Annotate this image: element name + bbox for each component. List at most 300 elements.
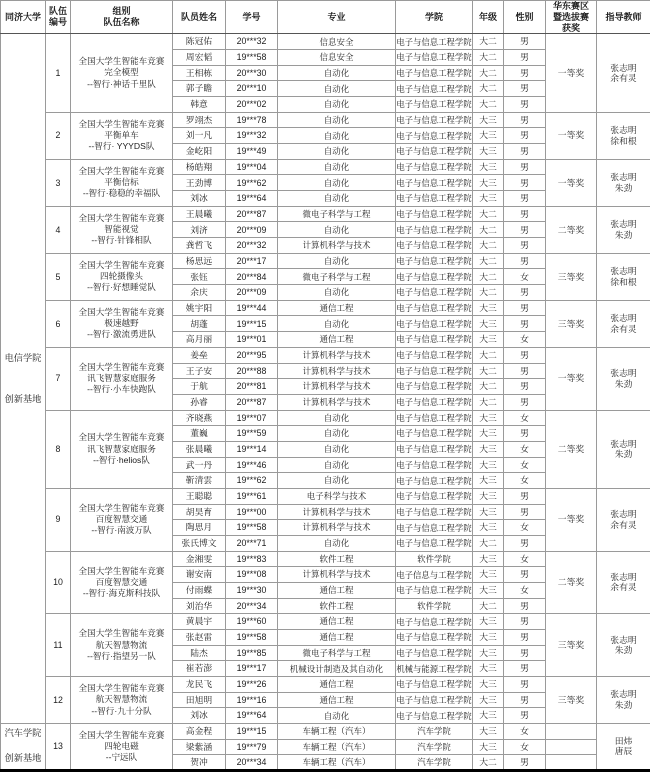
award-cell: 二等奖 — [546, 410, 597, 488]
student-id-cell: 19***64 — [226, 708, 278, 724]
grade-cell: 大二 — [473, 285, 504, 301]
gender-cell: 男 — [504, 65, 546, 81]
student-id-cell: 20***71 — [226, 535, 278, 551]
gender-cell: 男 — [504, 191, 546, 207]
award-cell — [546, 755, 597, 771]
student-id-cell: 19***58 — [226, 520, 278, 536]
member-name-cell: 刘冰 — [173, 191, 226, 207]
team-name-cell: 全国大学生智能车竞赛 完全模型 --智行·神话千里队 — [71, 34, 173, 112]
college-cell: 电子与信息工程学院 — [396, 65, 473, 81]
member-row — [1, 614, 650, 630]
gender-cell: 男 — [504, 614, 546, 630]
gender-cell: 男 — [504, 50, 546, 66]
team-name-cell: 全国大学生智能车竞赛 讯飞智慧家庭服务 --智行·helios队 — [71, 410, 173, 488]
member-name-cell: 金屹阳 — [173, 144, 226, 160]
student-id-cell: 20***32 — [226, 34, 278, 50]
award-cell: 三等奖 — [546, 300, 597, 347]
grade-cell: 大三 — [473, 457, 504, 473]
college-cell: 电子与信息工程学院 — [396, 97, 473, 113]
major-cell: 通信工程 — [278, 629, 396, 645]
gender-cell: 女 — [504, 332, 546, 348]
major-cell: 自动化 — [278, 175, 396, 191]
header-cell-award: 华东赛区 暨选拔赛 获奖 — [546, 1, 597, 34]
member-row — [1, 206, 650, 222]
advisor-cell: 张志明 朱劲 — [597, 676, 650, 723]
student-id-cell: 19***00 — [226, 504, 278, 520]
college-cell: 电子与信息工程学院 — [396, 441, 473, 457]
header-cell-advisor: 指导教师 — [597, 1, 650, 34]
grade-cell: 大三 — [473, 708, 504, 724]
team-no-cell: 8 — [46, 410, 71, 488]
grade-cell: 大二 — [473, 238, 504, 254]
college-cell: 电子与信息工程学院 — [396, 34, 473, 50]
header-cell-member: 队员姓名 — [173, 1, 226, 34]
student-id-cell: 20***95 — [226, 347, 278, 363]
major-cell: 自动化 — [278, 253, 396, 269]
grade-cell: 大三 — [473, 175, 504, 191]
team-no-cell: 11 — [46, 614, 71, 677]
student-id-cell: 20***09 — [226, 285, 278, 301]
gender-cell: 男 — [504, 97, 546, 113]
member-name-cell: 梁紫涵 — [173, 739, 226, 755]
major-cell: 软件工程 — [278, 551, 396, 567]
major-cell: 电子科学与技术 — [278, 488, 396, 504]
student-id-cell: 19***58 — [226, 50, 278, 66]
major-cell: 计算机科学与技术 — [278, 520, 396, 536]
award-cell: 二等奖 — [546, 551, 597, 614]
grade-cell: 大二 — [473, 81, 504, 97]
college-cell: 汽车学院 — [396, 723, 473, 739]
student-id-cell: 20***87 — [226, 206, 278, 222]
gender-cell: 男 — [504, 159, 546, 175]
gender-cell: 男 — [504, 379, 546, 395]
member-name-cell: 王劲博 — [173, 175, 226, 191]
student-id-cell: 19***04 — [226, 159, 278, 175]
member-name-cell: 郭子瞻 — [173, 81, 226, 97]
major-cell: 通信工程 — [278, 614, 396, 630]
award-cell — [546, 739, 597, 755]
major-cell: 自动化 — [278, 159, 396, 175]
member-name-cell: 胡蓬 — [173, 316, 226, 332]
gender-cell: 男 — [504, 347, 546, 363]
team-no-cell: 12 — [46, 676, 71, 723]
college-cell: 电子与信息工程学院 — [396, 410, 473, 426]
student-id-cell: 19***44 — [226, 300, 278, 316]
team-name-cell: 全国大学生智能车竞赛 航天智慧物流 --智行·九十分队 — [71, 676, 173, 723]
major-cell: 自动化 — [278, 441, 396, 457]
gender-cell: 男 — [504, 34, 546, 50]
student-id-cell: 19***46 — [226, 457, 278, 473]
member-name-cell: 靳清雲 — [173, 473, 226, 489]
college-cell: 电子与信息工程学院 — [396, 175, 473, 191]
member-name-cell: 余庆 — [173, 285, 226, 301]
member-row — [1, 488, 650, 504]
team-name-cell: 全国大学生智能车竞赛 百度智慧交通 --智行·南波万队 — [71, 488, 173, 551]
student-id-cell: 20***87 — [226, 394, 278, 410]
grade-cell: 大二 — [473, 253, 504, 269]
gender-cell: 男 — [504, 144, 546, 160]
gender-cell: 女 — [504, 269, 546, 285]
member-row — [1, 676, 650, 692]
advisor-cell: 张志明 朱劲 — [597, 159, 650, 206]
gender-cell: 男 — [504, 316, 546, 332]
team-name-cell: 全国大学生智能车竞赛 四轮摄像头 --智行·好想睡觉队 — [71, 253, 173, 300]
member-name-cell: 刘一凡 — [173, 128, 226, 144]
table-header — [1, 1, 650, 34]
award-cell: 一等奖 — [546, 488, 597, 551]
award-cell: 一等奖 — [546, 347, 597, 410]
gender-cell: 男 — [504, 708, 546, 724]
grade-cell: 大三 — [473, 629, 504, 645]
member-name-cell: 张钰 — [173, 269, 226, 285]
college-cell: 电子与信息工程学院 — [396, 535, 473, 551]
member-row — [1, 723, 650, 739]
college-cell: 电子与信息工程学院 — [396, 426, 473, 442]
gender-cell: 男 — [504, 488, 546, 504]
team-no-cell: 6 — [46, 300, 71, 347]
major-cell: 自动化 — [278, 222, 396, 238]
member-name-cell: 武一丹 — [173, 457, 226, 473]
member-name-cell: 刘治华 — [173, 598, 226, 614]
header-cell-grade: 年级 — [473, 1, 504, 34]
member-name-cell: 杨思远 — [173, 253, 226, 269]
grade-cell: 大三 — [473, 473, 504, 489]
grade-cell: 大三 — [473, 676, 504, 692]
member-name-cell: 高金程 — [173, 723, 226, 739]
grade-cell: 大二 — [473, 65, 504, 81]
grade-cell: 大三 — [473, 112, 504, 128]
grade-cell: 大三 — [473, 426, 504, 442]
member-name-cell: 胡昊育 — [173, 504, 226, 520]
major-cell: 自动化 — [278, 144, 396, 160]
member-name-cell: 孙睿 — [173, 394, 226, 410]
team-name-cell: 全国大学生智能车竞赛 讯飞智慧家庭服务 --智行·小车快跑队 — [71, 347, 173, 410]
member-name-cell: 周宏韬 — [173, 50, 226, 66]
major-cell: 微电子科学与工程 — [278, 269, 396, 285]
member-row — [1, 300, 650, 316]
major-cell: 信息安全 — [278, 34, 396, 50]
member-name-cell: 刘冰 — [173, 708, 226, 724]
major-cell: 计算机科学与技术 — [278, 347, 396, 363]
student-id-cell: 20***10 — [226, 81, 278, 97]
major-cell: 车辆工程（汽车） — [278, 755, 396, 771]
grade-cell: 大三 — [473, 144, 504, 160]
header-cell-team_no: 队伍 编号 — [46, 1, 71, 34]
major-cell: 自动化 — [278, 426, 396, 442]
grade-cell: 大三 — [473, 614, 504, 630]
member-name-cell: 姜垒 — [173, 347, 226, 363]
gender-cell: 男 — [504, 175, 546, 191]
team-no-cell: 5 — [46, 253, 71, 300]
group-cell: 电信学院 创新基地 — [1, 34, 46, 724]
major-cell: 软件工程 — [278, 598, 396, 614]
student-id-cell: 20***84 — [226, 269, 278, 285]
college-cell: 电子与信息工程学院 — [396, 159, 473, 175]
member-name-cell: 贺冲 — [173, 755, 226, 771]
grade-cell: 大二 — [473, 97, 504, 113]
member-row — [1, 347, 650, 363]
gender-cell: 女 — [504, 723, 546, 739]
team-no-cell: 9 — [46, 488, 71, 551]
college-cell: 电子与信息工程学院 — [396, 285, 473, 301]
member-row — [1, 410, 650, 426]
gender-cell: 男 — [504, 567, 546, 583]
gender-cell: 男 — [504, 206, 546, 222]
gender-cell: 男 — [504, 285, 546, 301]
team-name-cell: 全国大学生智能车竞赛 四轮电磁 --宁远队 — [71, 723, 173, 770]
major-cell: 自动化 — [278, 65, 396, 81]
college-cell: 汽车学院 — [396, 755, 473, 771]
college-cell: 电子与信息工程学院 — [396, 473, 473, 489]
grade-cell: 大二 — [473, 394, 504, 410]
gender-cell: 男 — [504, 645, 546, 661]
student-id-cell: 19***79 — [226, 739, 278, 755]
grade-cell: 大三 — [473, 723, 504, 739]
student-id-cell: 20***32 — [226, 238, 278, 254]
grade-cell: 大二 — [473, 222, 504, 238]
grade-cell: 大三 — [473, 159, 504, 175]
student-id-cell: 19***07 — [226, 410, 278, 426]
team-name-cell: 全国大学生智能车竞赛 智能视觉 --智行·针锋相队 — [71, 206, 173, 253]
grade-cell: 大三 — [473, 645, 504, 661]
header-cell-gender: 性别 — [504, 1, 546, 34]
gender-cell: 女 — [504, 457, 546, 473]
team-no-cell: 4 — [46, 206, 71, 253]
college-cell: 电子与信息工程学院 — [396, 222, 473, 238]
college-cell: 软件学院 — [396, 551, 473, 567]
major-cell: 通信工程 — [278, 582, 396, 598]
member-name-cell: 陆杰 — [173, 645, 226, 661]
college-cell: 机械与能源工程学院 — [396, 661, 473, 677]
gender-cell: 男 — [504, 253, 546, 269]
college-cell: 电子与信息工程学院 — [396, 708, 473, 724]
member-name-cell: 王相栋 — [173, 65, 226, 81]
member-name-cell: 韩意 — [173, 97, 226, 113]
major-cell: 通信工程 — [278, 692, 396, 708]
college-cell: 电子与信息工程学院 — [396, 520, 473, 536]
college-cell: 电子与信息工程学院 — [396, 645, 473, 661]
header-cell-org: 同济大学 — [1, 1, 46, 34]
major-cell: 计算机科学与技术 — [278, 363, 396, 379]
student-id-cell: 19***01 — [226, 332, 278, 348]
college-cell: 电子与信息工程学院 — [396, 269, 473, 285]
member-name-cell: 黄晨宇 — [173, 614, 226, 630]
student-id-cell: 19***64 — [226, 191, 278, 207]
grade-cell: 大三 — [473, 488, 504, 504]
major-cell: 通信工程 — [278, 332, 396, 348]
member-name-cell: 陈冠佑 — [173, 34, 226, 50]
student-id-cell: 19***83 — [226, 551, 278, 567]
college-cell: 电子与信息工程学院 — [396, 582, 473, 598]
gender-cell: 男 — [504, 128, 546, 144]
student-id-cell: 19***78 — [226, 112, 278, 128]
gender-cell: 女 — [504, 441, 546, 457]
major-cell: 通信工程 — [278, 676, 396, 692]
major-cell: 自动化 — [278, 112, 396, 128]
major-cell: 自动化 — [278, 410, 396, 426]
college-cell: 电子与信息工程学院 — [396, 614, 473, 630]
member-name-cell: 王聪聪 — [173, 488, 226, 504]
student-id-cell: 20***09 — [226, 222, 278, 238]
team-name-cell: 全国大学生智能车竞赛 极速越野 --智行·激流勇进队 — [71, 300, 173, 347]
student-id-cell: 19***15 — [226, 723, 278, 739]
member-name-cell: 张氏博文 — [173, 535, 226, 551]
major-cell: 微电子科学与工程 — [278, 645, 396, 661]
advisor-cell: 田炜 唐辰 — [597, 723, 650, 770]
college-cell: 电子信息与工程学院 — [396, 567, 473, 583]
major-cell: 机械设计制造及其自动化 — [278, 661, 396, 677]
student-id-cell: 20***88 — [226, 363, 278, 379]
student-id-cell: 20***30 — [226, 65, 278, 81]
gender-cell: 男 — [504, 504, 546, 520]
gender-cell: 男 — [504, 661, 546, 677]
gender-cell: 男 — [504, 300, 546, 316]
team-name-cell: 全国大学生智能车竞赛 平衡单车 --智行· YYYDS队 — [71, 112, 173, 159]
header-cell-college: 学院 — [396, 1, 473, 34]
grade-cell: 大三 — [473, 410, 504, 426]
award-cell: 三等奖 — [546, 676, 597, 723]
major-cell: 计算机科学与技术 — [278, 394, 396, 410]
student-id-cell: 19***62 — [226, 175, 278, 191]
major-cell: 车辆工程（汽车） — [278, 739, 396, 755]
member-name-cell: 田旭明 — [173, 692, 226, 708]
gender-cell: 男 — [504, 112, 546, 128]
college-cell: 软件学院 — [396, 598, 473, 614]
student-id-cell: 19***61 — [226, 488, 278, 504]
major-cell: 自动化 — [278, 81, 396, 97]
gender-cell: 男 — [504, 238, 546, 254]
student-id-cell: 19***26 — [226, 676, 278, 692]
member-name-cell: 杨皓翔 — [173, 159, 226, 175]
advisor-cell: 张志明 余有灵 — [597, 488, 650, 551]
major-cell: 通信工程 — [278, 300, 396, 316]
advisor-cell: 张志明 余有灵 — [597, 300, 650, 347]
college-cell: 电子与信息工程学院 — [396, 394, 473, 410]
major-cell: 自动化 — [278, 316, 396, 332]
gender-cell: 男 — [504, 81, 546, 97]
student-id-cell: 19***62 — [226, 473, 278, 489]
college-cell: 电子与信息工程学院 — [396, 238, 473, 254]
major-cell: 微电子科学与工程 — [278, 206, 396, 222]
grade-cell: 大二 — [473, 206, 504, 222]
gender-cell: 女 — [504, 520, 546, 536]
gender-cell: 男 — [504, 426, 546, 442]
member-name-cell: 龚哲飞 — [173, 238, 226, 254]
gender-cell: 女 — [504, 473, 546, 489]
major-cell: 自动化 — [278, 457, 396, 473]
grade-cell: 大三 — [473, 332, 504, 348]
gender-cell: 女 — [504, 410, 546, 426]
advisor-cell: 张志明 徐和根 — [597, 253, 650, 300]
advisor-cell: 张志明 余有灵 — [597, 34, 650, 112]
student-id-cell: 19***15 — [226, 316, 278, 332]
college-cell: 电子与信息工程学院 — [396, 253, 473, 269]
member-name-cell: 王子安 — [173, 363, 226, 379]
grade-cell: 大二 — [473, 50, 504, 66]
student-id-cell: 20***17 — [226, 253, 278, 269]
grade-cell: 大二 — [473, 598, 504, 614]
advisor-cell: 张志明 朱劲 — [597, 347, 650, 410]
college-cell: 电子与信息工程学院 — [396, 347, 473, 363]
member-name-cell: 于航 — [173, 379, 226, 395]
header-cell-team_name: 组别 队伍名称 — [71, 1, 173, 34]
college-cell: 电子与信息工程学院 — [396, 457, 473, 473]
college-cell: 电子与信息工程学院 — [396, 363, 473, 379]
member-name-cell: 张赵雷 — [173, 629, 226, 645]
major-cell: 自动化 — [278, 535, 396, 551]
team-no-cell: 7 — [46, 347, 71, 410]
member-row — [1, 159, 650, 175]
advisor-cell: 张志明 余有灵 — [597, 551, 650, 614]
grade-cell: 大二 — [473, 379, 504, 395]
award-cell — [546, 723, 597, 739]
member-name-cell: 谢安南 — [173, 567, 226, 583]
gender-cell: 男 — [504, 363, 546, 379]
advisor-cell: 张志明 徐和根 — [597, 112, 650, 159]
major-cell: 车辆工程（汽车） — [278, 723, 396, 739]
major-cell: 自动化 — [278, 473, 396, 489]
award-cell: 三等奖 — [546, 253, 597, 300]
member-name-cell: 张晨曦 — [173, 441, 226, 457]
major-cell: 计算机科学与技术 — [278, 504, 396, 520]
college-cell: 电子与信息工程学院 — [396, 316, 473, 332]
student-id-cell: 19***14 — [226, 441, 278, 457]
student-id-cell: 19***49 — [226, 144, 278, 160]
grade-cell: 大三 — [473, 191, 504, 207]
gender-cell: 男 — [504, 692, 546, 708]
gender-cell: 男 — [504, 598, 546, 614]
major-cell: 计算机科学与技术 — [278, 567, 396, 583]
member-name-cell: 罗翊杰 — [173, 112, 226, 128]
gender-cell: 男 — [504, 222, 546, 238]
member-name-cell: 王晨曦 — [173, 206, 226, 222]
college-cell: 电子与信息工程学院 — [396, 332, 473, 348]
grade-cell: 大二 — [473, 363, 504, 379]
college-cell: 电子与信息工程学院 — [396, 206, 473, 222]
team-name-cell: 全国大学生智能车竞赛 航天智慧物流 --智行·指望另一队 — [71, 614, 173, 677]
student-id-cell: 19***58 — [226, 629, 278, 645]
member-row — [1, 34, 650, 50]
member-row — [1, 551, 650, 567]
major-cell: 计算机科学与技术 — [278, 379, 396, 395]
college-cell: 电子与信息工程学院 — [396, 488, 473, 504]
student-id-cell: 20***81 — [226, 379, 278, 395]
gender-cell: 男 — [504, 394, 546, 410]
team-no-cell: 2 — [46, 112, 71, 159]
college-cell: 电子与信息工程学院 — [396, 112, 473, 128]
gender-cell: 女 — [504, 739, 546, 755]
grade-cell: 大三 — [473, 504, 504, 520]
member-name-cell: 高月丽 — [173, 332, 226, 348]
major-cell: 自动化 — [278, 708, 396, 724]
award-cell: 一等奖 — [546, 159, 597, 206]
header-cell-major: 专业 — [278, 1, 396, 34]
team-name-cell: 全国大学生智能车竞赛 平衡信标 --智行·稳稳的幸福队 — [71, 159, 173, 206]
college-cell: 电子与信息工程学院 — [396, 629, 473, 645]
team-no-cell: 10 — [46, 551, 71, 614]
college-cell: 电子与信息工程学院 — [396, 50, 473, 66]
member-name-cell: 崔若澎 — [173, 661, 226, 677]
college-cell: 电子与信息工程学院 — [396, 300, 473, 316]
advisor-cell: 张志明 朱劲 — [597, 614, 650, 677]
member-name-cell: 付雨蝶 — [173, 582, 226, 598]
member-name-cell: 龙民飞 — [173, 676, 226, 692]
advisor-cell: 张志明 朱劲 — [597, 206, 650, 253]
student-id-cell: 19***60 — [226, 614, 278, 630]
award-cell: 二等奖 — [546, 206, 597, 253]
student-id-cell: 19***59 — [226, 426, 278, 442]
award-cell: 一等奖 — [546, 34, 597, 112]
